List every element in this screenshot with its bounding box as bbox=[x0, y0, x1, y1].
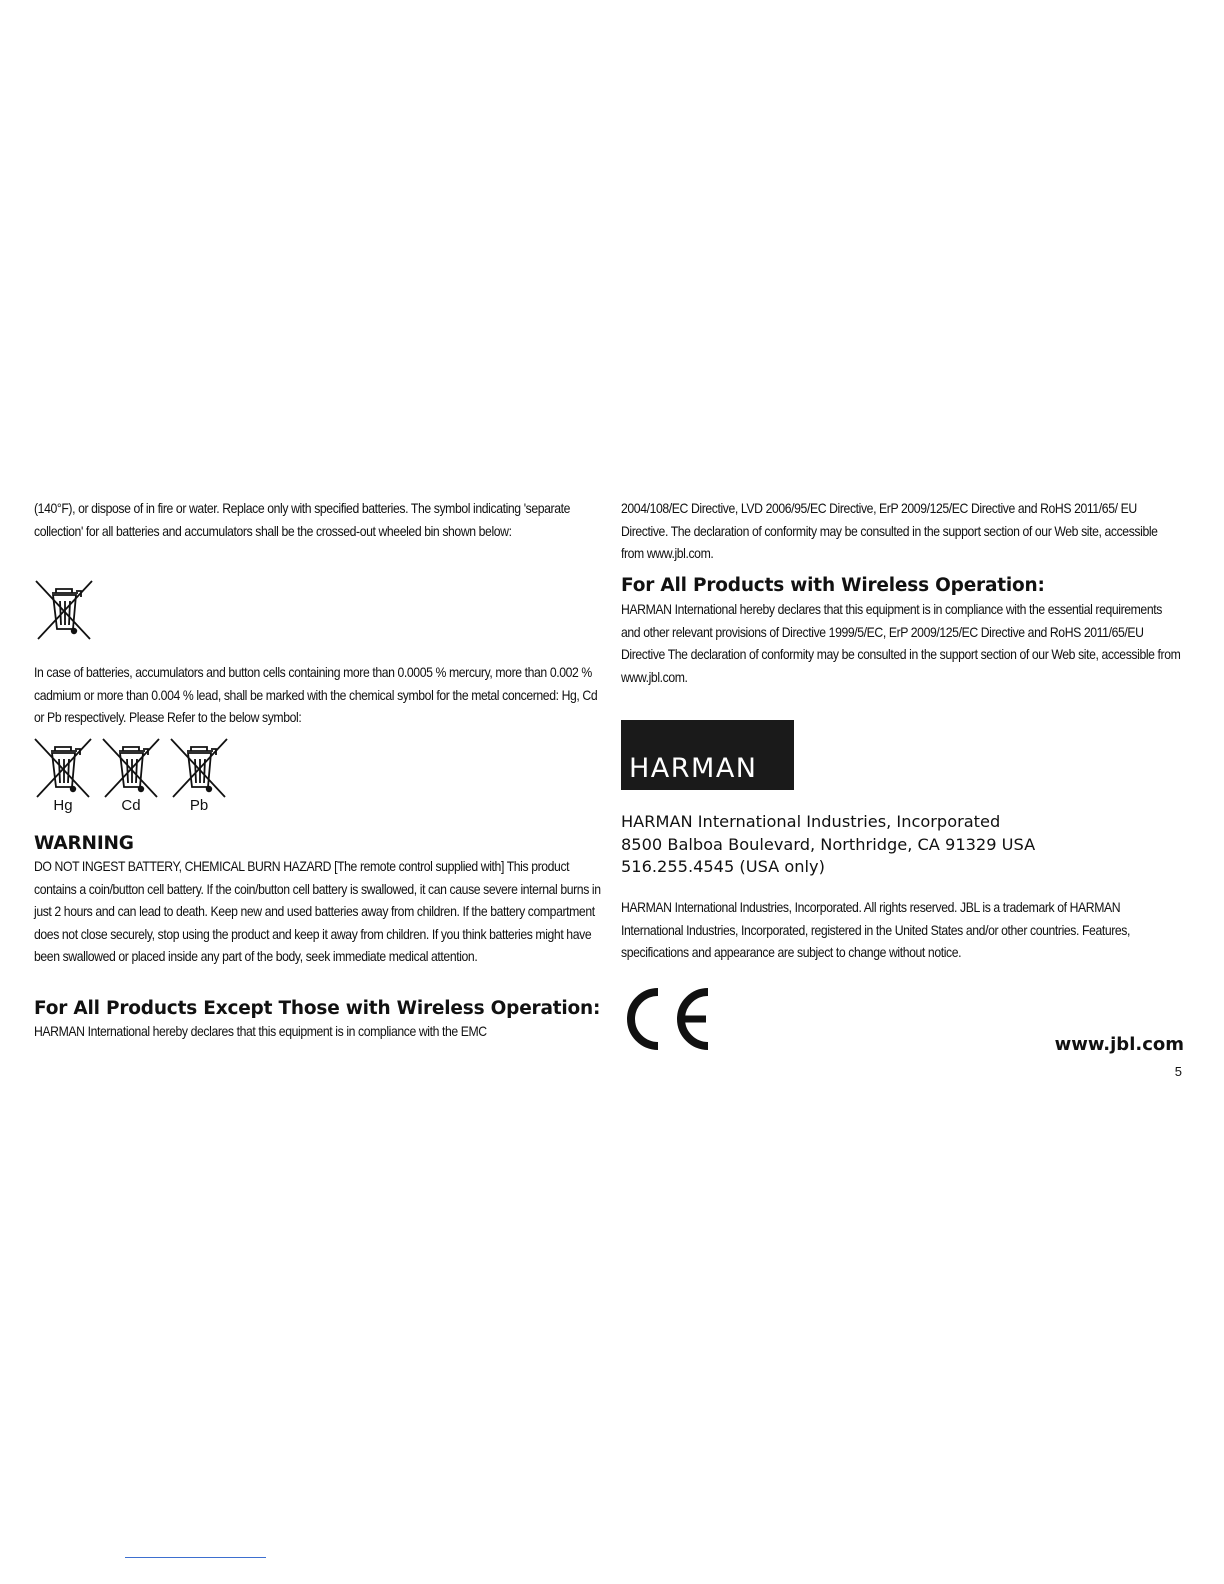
trademark-notice: HARMAN International Industries, Incorporated. All rights reserved. JBL is a trademark of HARMAN International Industries, Incorporated, registered in the United States and/or other countries. Features, specifications and appearance are subject to change without notice. bbox=[621, 900, 1131, 961]
directive-paragraph: 2004/108/EC Directive, LVD 2006/95/EC Directive, ErP 2009/125/EC Directive and RoHS 2011/65/ EU Directive. The declaration of conformity may be consulted in the support section of our Web site, accessible from www.jbl.com. bbox=[621, 501, 1158, 562]
crossed-bin-symbol bbox=[34, 579, 604, 649]
ce-mark bbox=[620, 986, 712, 1057]
battery-disposal-paragraph: (140°F), or dispose of in fire or water. Replace only with specified batteries. The symbol indicating 'separate collection' for all batteries and accumulators shall be the crossed-out wheeled bin shown below: bbox=[34, 501, 571, 539]
bin-symbol-cd bbox=[102, 737, 160, 814]
harman-logo bbox=[621, 720, 794, 790]
wireless-text: HARMAN International hereby declares that this equipment is in compliance with the essential requirements and other relevant provisions of Directive 1999/5/EC, ErP 2009/125/EC Directive and RoHS 2011/65/EU Directive The declaration of conformity may be consulted in the support section of our Web site, accessible from www.jbl.com. bbox=[621, 602, 1181, 685]
bin-label-cd: Cd bbox=[121, 797, 141, 814]
except-wireless-heading: For All Products Except Those with Wireless Operation: bbox=[34, 998, 601, 1019]
crossed-out-wheeled-bin-icon bbox=[101, 737, 161, 799]
crossed-out-wheeled-bin-icon bbox=[169, 737, 229, 799]
right-column bbox=[621, 498, 1181, 689]
address-line: 516.255.4545 (USA only) bbox=[621, 857, 825, 877]
crossed-out-wheeled-bin-icon bbox=[33, 737, 93, 799]
bin-symbol-hg bbox=[34, 737, 92, 814]
left-column bbox=[34, 498, 604, 1044]
website-link[interactable]: www.jbl.com bbox=[1054, 1034, 1184, 1055]
warning-heading: WARNING bbox=[34, 833, 134, 854]
bin-label-pb: Pb bbox=[189, 797, 209, 814]
crossed-out-wheeled-bin-icon bbox=[34, 579, 94, 641]
wireless-heading: For All Products with Wireless Operation: bbox=[621, 575, 1045, 596]
address-line: 8500 Balboa Boulevard, Northridge, CA 91329 USA bbox=[621, 834, 1036, 854]
ce-mark-icon bbox=[620, 986, 712, 1052]
company-address bbox=[621, 811, 1035, 879]
chemical-bin-symbols bbox=[34, 737, 604, 814]
except-wireless-text: HARMAN International hereby declares that this equipment is in compliance with the EMC bbox=[34, 1024, 487, 1039]
page-number: 5 bbox=[1174, 1064, 1182, 1079]
bottom-divider bbox=[125, 1557, 266, 1558]
bin-symbol-pb bbox=[170, 737, 228, 814]
address-line: HARMAN International Industries, Incorporated bbox=[621, 812, 1001, 831]
heavy-metal-paragraph: In case of batteries, accumulators and button cells containing more than 0.0005 % mercury, more than 0.002 % cadmium or more than 0.004 % lead, shall be marked with the chemical symbol for the metal concerned: Hg, Cd or Pb respectively. Please Refer to the below symbol: bbox=[34, 665, 598, 726]
warning-text: DO NOT INGEST BATTERY, CHEMICAL BURN HAZARD [The remote control supplied with] This product contains a coin/button cell battery. If the coin/button cell battery is swallowed, it can cause severe internal burns in just 2 hours and can lead to death. Keep new and used batteries away from children. If the battery compartment does not close securely, stop using the product and keep it away from children. If you think batteries might have been swallowed or placed inside any part of the body, seek immediate medical attention. bbox=[34, 859, 601, 965]
bin-label-hg: Hg bbox=[53, 797, 73, 814]
harman-logo-text: HARMAN bbox=[629, 753, 758, 784]
